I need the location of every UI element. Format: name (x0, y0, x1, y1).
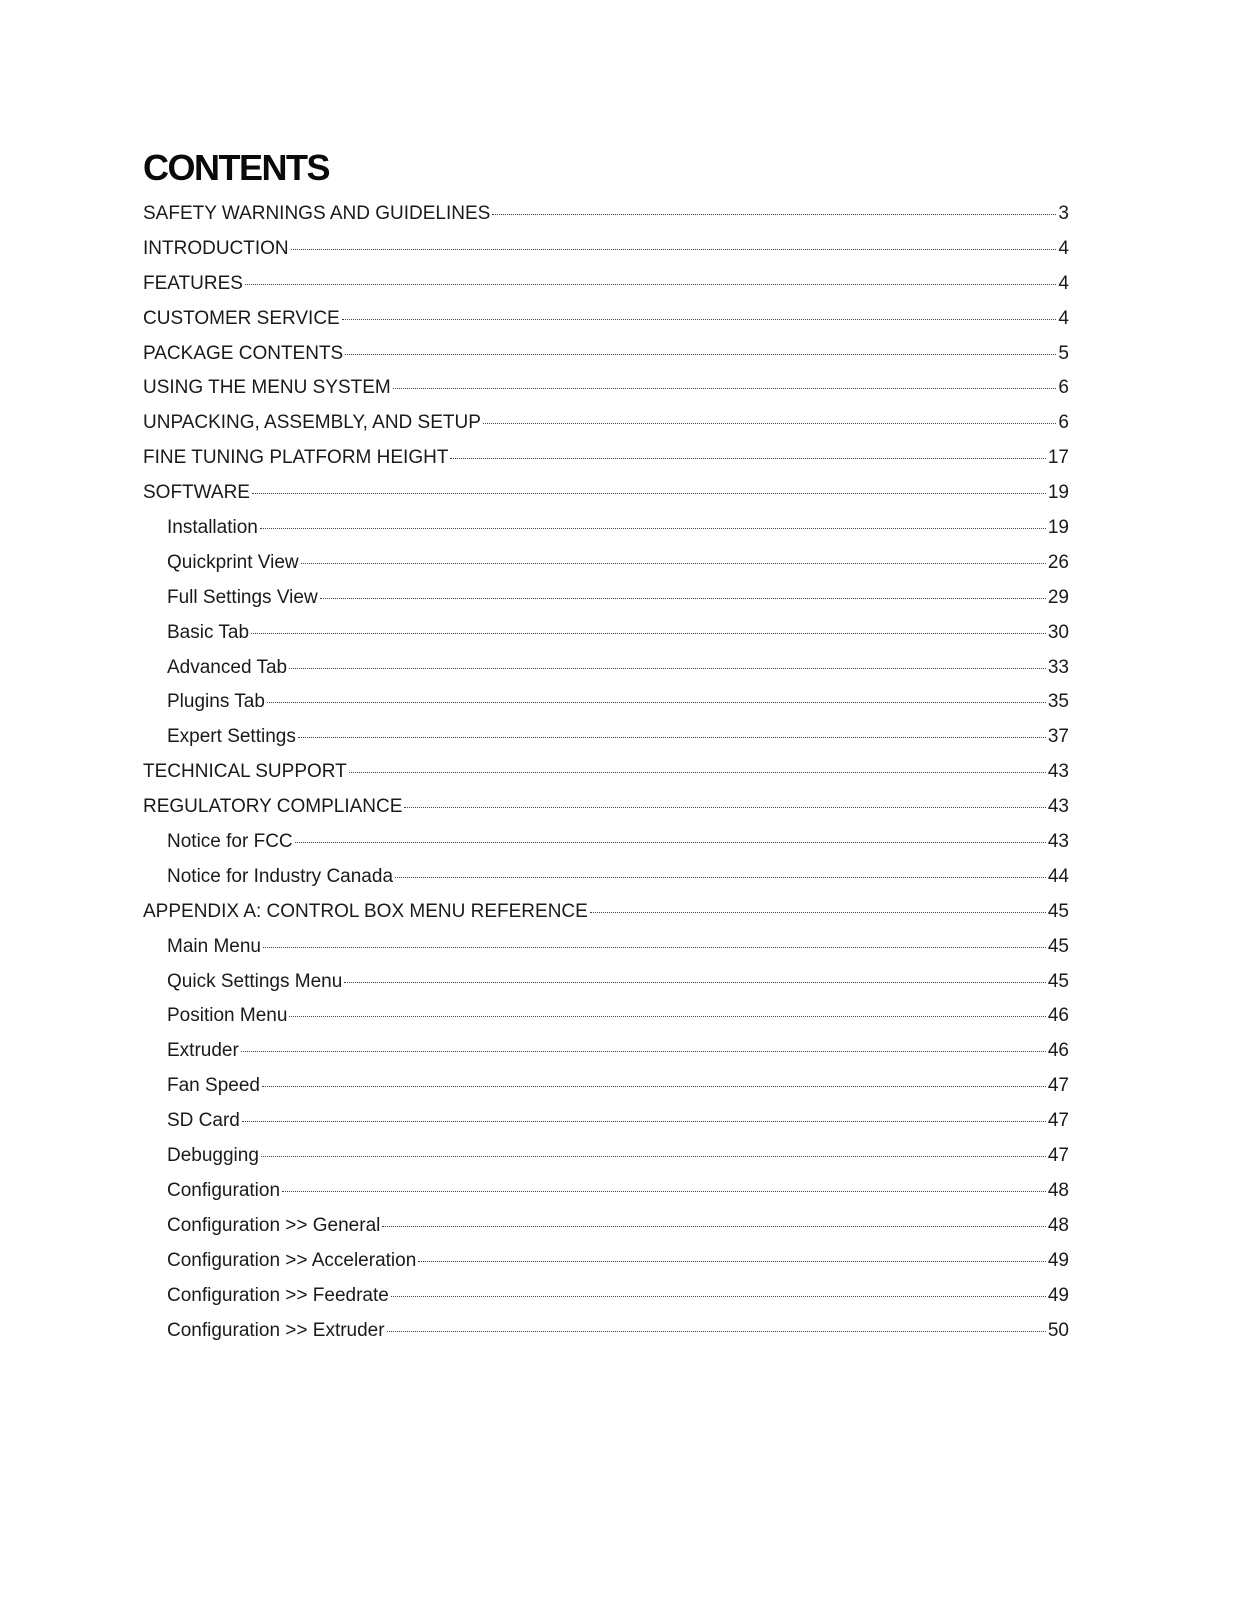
toc-entry-page-number: 45 (1047, 935, 1069, 957)
toc-entry[interactable] (143, 1244, 1069, 1279)
toc-entry[interactable] (143, 1314, 1069, 1349)
toc-entry-title: FINE TUNING PLATFORM HEIGHT (143, 447, 449, 469)
toc-entry[interactable] (143, 895, 1069, 930)
toc-dot-leader (344, 982, 1046, 983)
toc-dot-leader (262, 1086, 1046, 1087)
toc-dot-leader (590, 912, 1046, 913)
toc-dot-leader (382, 1226, 1045, 1227)
toc-entry-title: SAFETY WARNINGS AND GUIDELINES (143, 203, 491, 224)
toc-entry-title: Main Menu (167, 935, 261, 957)
toc-dot-leader (242, 1121, 1046, 1122)
toc-entry[interactable] (143, 965, 1069, 1000)
toc-dot-leader (395, 877, 1046, 878)
toc-dot-leader (241, 1051, 1046, 1052)
toc-dot-leader (260, 528, 1046, 529)
toc-dot-leader (387, 1331, 1046, 1332)
toc-entry[interactable] (143, 1279, 1069, 1314)
toc-entry-title: UNPACKING, ASSEMBLY, AND SETUP (143, 412, 481, 434)
toc-entry-page-number: 46 (1047, 1040, 1069, 1062)
toc-entry-title: Full Settings View (167, 586, 318, 608)
toc-dot-leader (418, 1261, 1046, 1262)
toc-entry-page-number: 44 (1047, 865, 1069, 887)
toc-entry-title: Position Menu (167, 1005, 288, 1027)
toc-entry-page-number: 45 (1047, 900, 1069, 922)
toc-entry[interactable] (143, 302, 1069, 337)
toc-entry-page-number: 29 (1047, 586, 1069, 608)
toc-entry[interactable] (143, 1174, 1069, 1209)
toc-dot-leader (301, 563, 1046, 564)
toc-entry-page-number: 47 (1047, 1145, 1069, 1167)
toc-entry[interactable] (143, 720, 1069, 755)
toc-entry-title: Quickprint View (167, 551, 299, 573)
toc-entry-page-number: 43 (1047, 796, 1069, 818)
toc-dot-leader (393, 388, 1057, 389)
toc-dot-leader (245, 284, 1056, 285)
toc-entry-page-number: 6 (1058, 377, 1069, 399)
toc-entry-title: Extruder (167, 1040, 239, 1062)
toc-entry[interactable] (143, 441, 1069, 476)
toc-dot-leader (291, 249, 1057, 250)
toc-entry-title: Basic Tab (167, 621, 250, 643)
toc-entry-page-number: 47 (1047, 1110, 1069, 1132)
toc-entry-page-number: 4 (1058, 307, 1069, 329)
toc-entry-page-number: 33 (1047, 656, 1069, 678)
toc-entry[interactable] (143, 511, 1069, 546)
toc-entry[interactable] (143, 337, 1069, 372)
toc-dot-leader (267, 702, 1046, 703)
toc-entry-title: Notice for FCC (167, 831, 293, 853)
toc-entry-page-number: 46 (1047, 1005, 1069, 1027)
toc-entry-title: APPENDIX A: CONTROL BOX MENU REFERENCE (143, 900, 588, 922)
toc-dot-leader (404, 807, 1045, 808)
toc-entry-title: Advanced Tab (167, 656, 288, 678)
toc-entry[interactable] (143, 1104, 1069, 1139)
toc-entry-page-number: 47 (1047, 1075, 1069, 1097)
toc-entry-page-number: 3 (1058, 203, 1069, 224)
toc-entry-title: Configuration >> Extruder (167, 1319, 385, 1341)
toc-dot-leader (298, 737, 1046, 738)
toc-entry-page-number: 49 (1047, 1284, 1069, 1306)
toc-dot-leader (391, 1296, 1046, 1297)
toc-entry[interactable] (143, 267, 1069, 302)
toc-entry[interactable] (143, 755, 1069, 790)
toc-entry[interactable] (143, 581, 1069, 616)
toc-entry-title: Configuration >> Feedrate (167, 1284, 389, 1306)
toc-entry[interactable] (143, 930, 1069, 965)
toc-entry[interactable] (143, 651, 1069, 686)
toc-entry-title: REGULATORY COMPLIANCE (143, 796, 403, 818)
toc-entry[interactable] (143, 546, 1069, 581)
toc-entry-page-number: 45 (1047, 970, 1069, 992)
toc-entry-title: TECHNICAL SUPPORT (143, 761, 347, 783)
toc-dot-leader (295, 842, 1046, 843)
toc-entry[interactable] (143, 825, 1069, 860)
toc-entry-page-number: 26 (1047, 551, 1069, 573)
toc-dot-leader (320, 598, 1046, 599)
toc-dot-leader (282, 1191, 1046, 1192)
page-title: CONTENTS (143, 147, 329, 188)
toc-entry-title: CUSTOMER SERVICE (143, 307, 340, 329)
toc-dot-leader (251, 633, 1046, 634)
toc-dot-leader (263, 947, 1046, 948)
toc-entry[interactable] (143, 999, 1069, 1034)
toc-entry-title: Configuration >> General (167, 1214, 381, 1236)
toc-entry-title: USING THE MENU SYSTEM (143, 377, 391, 399)
toc-entry-title: PACKAGE CONTENTS (143, 342, 344, 364)
toc-entry-title: Configuration (167, 1179, 281, 1201)
toc-dot-leader (483, 423, 1057, 424)
toc-entry-page-number: 35 (1047, 691, 1069, 713)
toc-entry[interactable] (143, 197, 1069, 232)
toc-entry-title: Quick Settings Menu (167, 970, 343, 992)
toc-entry[interactable] (143, 1069, 1069, 1104)
toc-dot-leader (349, 772, 1046, 773)
toc-entry[interactable] (143, 1209, 1069, 1244)
toc-entry-page-number: 43 (1047, 831, 1069, 853)
toc-entry[interactable] (143, 790, 1069, 825)
toc-dot-leader (289, 668, 1046, 669)
toc-entry-page-number: 19 (1047, 482, 1069, 504)
toc-entry-page-number: 5 (1058, 342, 1069, 364)
toc-dot-leader (261, 1156, 1046, 1157)
toc-dot-leader (450, 458, 1045, 459)
table-of-contents (143, 197, 1069, 1348)
toc-entry-title: INTRODUCTION (143, 237, 289, 259)
toc-entry-page-number: 4 (1058, 272, 1069, 294)
toc-dot-leader (252, 493, 1046, 494)
toc-entry[interactable] (143, 406, 1069, 441)
toc-entry-page-number: 6 (1058, 412, 1069, 434)
toc-entry-page-number: 4 (1058, 237, 1069, 259)
toc-entry[interactable] (143, 860, 1069, 895)
toc-entry-page-number: 49 (1047, 1249, 1069, 1271)
toc-dot-leader (345, 354, 1056, 355)
toc-entry-title: SD Card (167, 1110, 240, 1132)
toc-entry-page-number: 48 (1047, 1179, 1069, 1201)
toc-entry-title: Configuration >> Acceleration (167, 1249, 417, 1271)
toc-entry-page-number: 19 (1047, 517, 1069, 539)
toc-entry[interactable] (143, 232, 1069, 267)
toc-entry[interactable] (143, 1034, 1069, 1069)
toc-entry-page-number: 37 (1047, 726, 1069, 748)
toc-entry[interactable] (143, 371, 1069, 406)
toc-entry[interactable] (143, 476, 1069, 511)
toc-entry-page-number: 30 (1047, 621, 1069, 643)
toc-entry-title: Notice for Industry Canada (167, 865, 394, 887)
toc-entry-title: FEATURES (143, 272, 243, 294)
toc-dot-leader (492, 214, 1056, 215)
toc-entry-title: Debugging (167, 1145, 259, 1167)
toc-entry-title: Plugins Tab (167, 691, 265, 713)
toc-entry-page-number: 50 (1047, 1319, 1069, 1341)
toc-entry-page-number: 48 (1047, 1214, 1069, 1236)
toc-entry[interactable] (143, 685, 1069, 720)
toc-dot-leader (289, 1016, 1045, 1017)
toc-entry-title: Installation (167, 517, 258, 539)
toc-dot-leader (342, 319, 1057, 320)
toc-entry-title: Fan Speed (167, 1075, 260, 1097)
toc-entry[interactable] (143, 1139, 1069, 1174)
toc-entry-title: Expert Settings (167, 726, 296, 748)
toc-entry-page-number: 17 (1047, 447, 1069, 469)
toc-entry-title: SOFTWARE (143, 482, 250, 504)
toc-entry-page-number: 43 (1047, 761, 1069, 783)
toc-entry[interactable] (143, 616, 1069, 651)
